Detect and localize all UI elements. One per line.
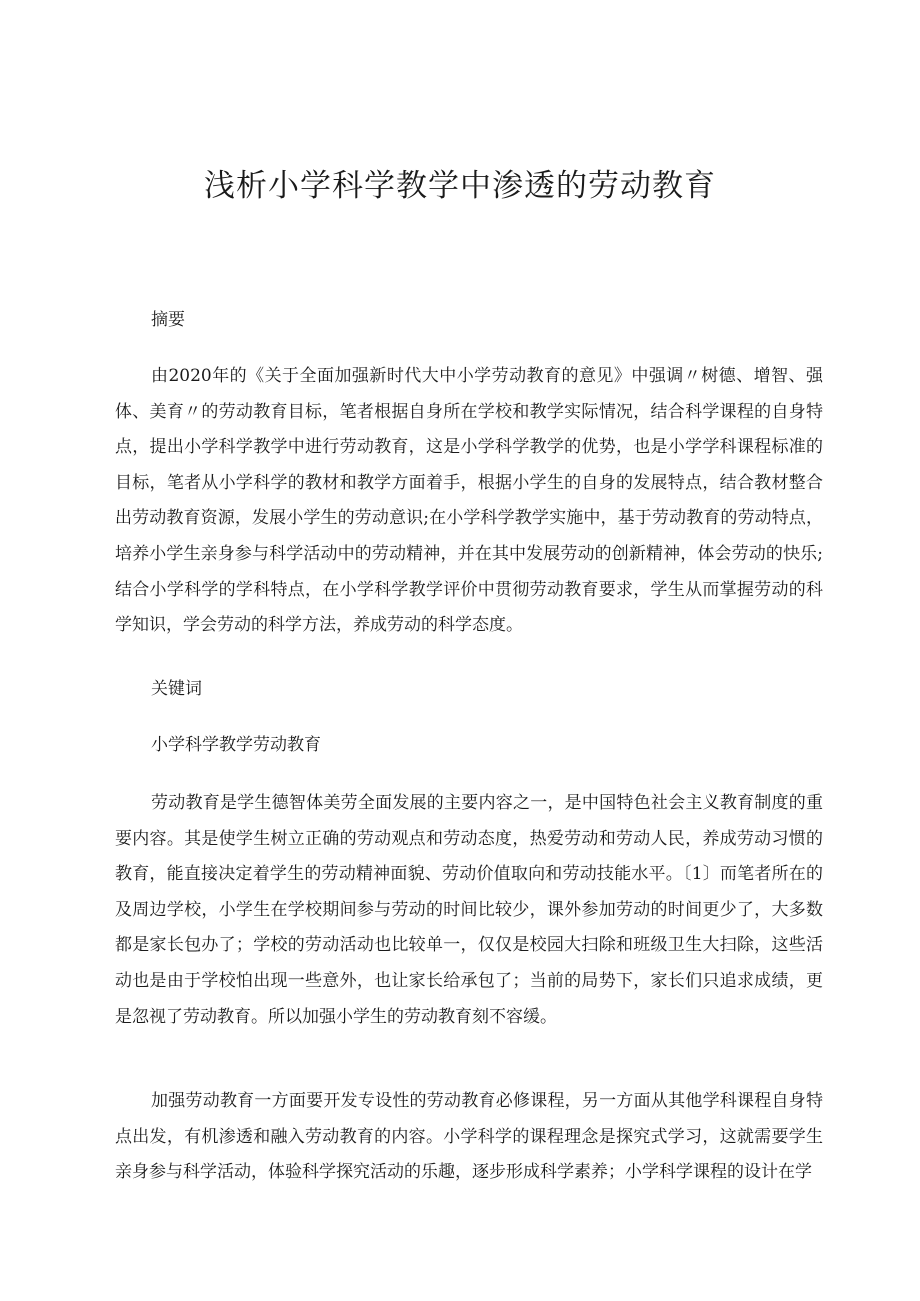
body-paragraph-2: 加强劳动教育一方面要开发专设性的劳动教育必修课程，另一方面从其他学科课程自身特点出发，有机渗透和融入劳动教育的内容。小学科学的课程理念是探究式学习，这就需要学生亲身参与科学活动，体验科学探究活动的乐趣，逐步形成科学素养；小学科学课程的设计在学	[115, 1091, 823, 1183]
document-title: 浅析小学科学教学中渗透的劳动教育	[204, 168, 716, 204]
abstract-paragraph: 由2020年的《关于全面加强新时代大中小学劳动教育的意见》中强调〃树德、增智、强体、美育〃的劳动教育目标，笔者根据自身所在学校和教学实际情况，结合科学课程的自身特点，提出小学科学教学中进行劳动教育，这是小学科学教学的优势，也是小学学科课程标准的目标，笔者从小学科学的教材和教学方面着手，根据小学生的自身的发展特点，结合教材整合出劳动教育资源，发展小学生的劳动意识;在小学科学教学实施中，基于劳动教育的劳动特点，培养小学生亲身参与科学活动中的劳动精神，并在其中发展劳动的创新精神，体会劳动的快乐;结合小学科学的学科特点，在小学科学教学评价中贯彻劳动教育要求，学生从而掌握劳动的科学知识，学会劳动的科学方法，养成劳动的科学态度。	[115, 366, 823, 636]
body-paragraph-1: 劳动教育是学生德智体美劳全面发展的主要内容之一，是中国特色社会主义教育制度的重要内容。其是使学生树立正确的劳动观点和劳动态度，热爱劳动和劳动人民，养成劳动习惯的教育，能直接决定着学生的劳动精神面貌、劳动价值取向和劳动技能水平。〔1〕而笔者所在的及周边学校，小学生在学校期间参与劳动的时间比较少，课外参加劳动的时间更少了，大多数都是家长包办了；学校的劳动活动也比较单一，仅仅是校园大扫除和班级卫生大扫除，这些活动也是由于学校怕出现一些意外，也让家长给承包了；当前的局势下，家长们只追求成绩，更是忽视了劳动教育。所以加强小学生的劳动教育刻不容缓。	[115, 793, 823, 1027]
abstract-heading: 摘要	[151, 310, 185, 330]
keywords-heading: 关键词	[151, 679, 202, 699]
keywords-text: 小学科学教学劳动教育	[151, 735, 321, 755]
